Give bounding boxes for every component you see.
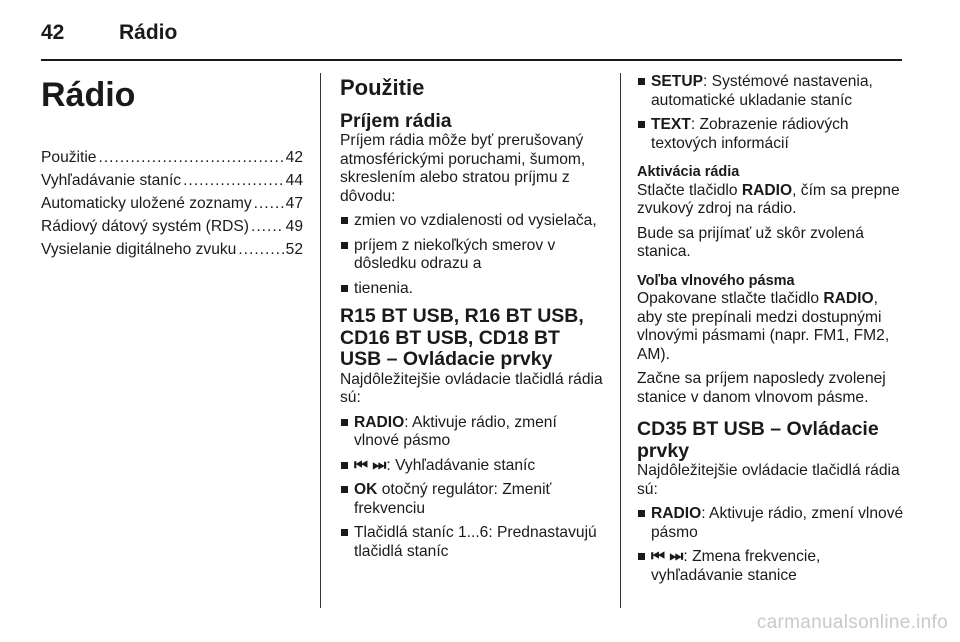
toc-entry-title: Použitie: [41, 149, 97, 166]
key-description: : Systémové nastavenia, automatické ukladanie staníc: [651, 73, 873, 109]
toc-entry[interactable]: [41, 241, 303, 260]
key-label: SETUP: [651, 73, 703, 90]
middle-column: [340, 73, 605, 567]
toc-entry-title: Rádiový dátový systém (RDS): [41, 218, 249, 235]
key-description: : Aktivuje rádio, zmení vlnové pásmo: [651, 505, 904, 541]
key-description: : Vyhľadávanie staníc: [386, 456, 536, 474]
list-item: príjem z niekoľkých smerov v dôsledku odrazu a: [340, 237, 605, 274]
running-title: Rádio: [119, 21, 178, 44]
page-header: [41, 18, 177, 48]
toc-leader-dots: [98, 149, 283, 168]
key-description: : Zmena frekvencie, vyhľadávanie stanice: [651, 548, 821, 584]
list-item: [637, 548, 905, 585]
seek-keys-icon: ⏮ ⏭: [651, 548, 684, 565]
cd35-intro: Najdôležitejšie ovládacie tlačidlá rádia sú:: [637, 462, 900, 498]
activation-heading: Aktivácia rádia: [637, 164, 740, 180]
toc-entry-title: Automaticky uložené zoznamy: [41, 195, 252, 212]
chapter-title: Rádio: [41, 76, 136, 114]
key-label: OK: [354, 481, 378, 498]
toc-entry-title: Vysielanie digitálneho zvuku: [41, 241, 237, 258]
key-label: RADIO: [651, 505, 702, 522]
toc-leader-dots: [183, 172, 284, 191]
reception-intro: Príjem rádia môže byť prerušovaný atmosférickými poruchami, šumom, skreslením alebo stratou príjmu z dôvodu:: [340, 132, 586, 205]
band-paragraph-2: Začne sa príjem naposledy zvolenej stanice v danom vlnovom pásme.: [637, 370, 886, 406]
key-description: Tlačidlá staníc 1...6: Prednastavujú tlačidlá staníc: [354, 524, 597, 560]
key-description: : Zobrazenie rádiových textových informácií: [651, 116, 849, 152]
list-item: zmien vo vzdialenosti od vysielača,: [340, 212, 605, 231]
list-item: [637, 505, 905, 542]
activation-paragraph-2: Bude sa prijímať už skôr zvolená stanica.: [637, 224, 864, 260]
list-item: [637, 73, 905, 110]
band-paragraph: [637, 290, 905, 364]
toc-leader-dots: [251, 218, 284, 237]
text-run: Stlačte tlačidlo: [637, 181, 742, 199]
list-item: [340, 457, 605, 476]
subsection-title-cd35: CD35 BT USB – Ovládacie prvky: [637, 418, 879, 462]
list-item: [340, 524, 605, 561]
toc-entry-page: 44: [285, 172, 303, 189]
list-item: tienenia.: [340, 280, 605, 299]
text-run: Opakovane stlačte tlačidlo: [637, 290, 824, 307]
key-label: RADIO: [741, 181, 793, 199]
right-column: [637, 73, 905, 591]
toc-entry-page: 42: [285, 149, 303, 166]
key-description: : Aktivuje rádio, zmení vlnové pásmo: [354, 413, 557, 449]
section-title: Použitie: [340, 75, 425, 100]
toc-entry[interactable]: [41, 149, 303, 168]
toc-entry-page: 49: [285, 218, 303, 235]
toc-entry[interactable]: [41, 195, 303, 214]
list-item: [340, 481, 605, 518]
key-label: RADIO: [823, 290, 874, 307]
toc-entry[interactable]: [41, 172, 303, 191]
band-heading: Voľba vlnového pásma: [637, 272, 795, 289]
toc-entry-page: 47: [285, 195, 303, 212]
toc-entry[interactable]: [41, 218, 303, 237]
key-description: otočný regulátor: Zmeniť frekvenciu: [354, 481, 552, 517]
watermark: carmanualsonline.info: [756, 612, 948, 633]
activation-paragraph: [637, 182, 905, 219]
column-divider-1: [320, 73, 321, 608]
text-run: , čím sa prepne zvukový zdroj na rádio.: [637, 181, 900, 217]
subsection-title-controls: R15 BT USB, R16 BT USB, CD16 BT USB, CD18 BT USB – Ovládacie prvky: [340, 305, 584, 370]
list-item: [637, 116, 905, 153]
key-label: RADIO: [354, 413, 405, 431]
toc-entry-title: Vyhľadávanie staníc: [41, 172, 182, 189]
seek-keys-icon: ⏮ ⏭: [354, 456, 387, 474]
controls-intro: Najdôležitejšie ovládacie tlačidlá rádia sú:: [340, 370, 603, 406]
toc-leader-dots: [238, 241, 283, 260]
page-number: 42: [41, 21, 65, 44]
header-divider: [41, 59, 902, 61]
left-column: [41, 73, 303, 264]
table-of-contents: [41, 149, 303, 260]
toc-leader-dots: [254, 195, 284, 214]
toc-entry-page: 52: [285, 241, 303, 258]
key-label: TEXT: [651, 116, 691, 133]
column-divider-2: [620, 73, 621, 608]
list-item: [340, 414, 605, 451]
subsection-title-reception: Príjem rádia: [340, 110, 452, 132]
text-run: , aby ste prepínali medzi dostupnými vlnovými pásmami (napr. FM1, FM2, AM).: [637, 290, 890, 363]
